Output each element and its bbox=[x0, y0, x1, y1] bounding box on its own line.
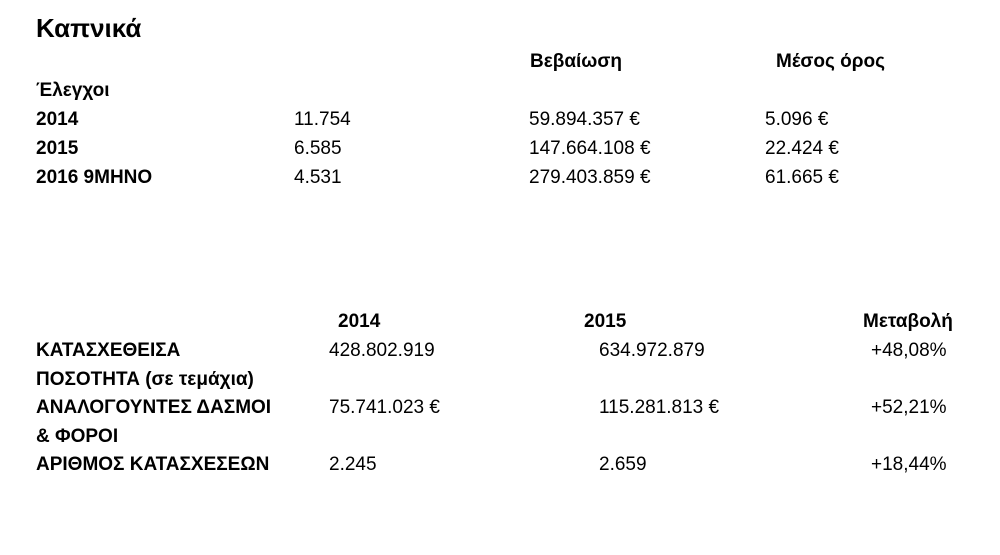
row-2014-value: 75.741.023 € bbox=[329, 397, 440, 418]
row-year: 2014 bbox=[36, 109, 79, 130]
page-title: Καπνικά bbox=[36, 13, 142, 43]
row-change-value: +18,44% bbox=[871, 454, 947, 475]
row-2015-value: 2.659 bbox=[599, 454, 647, 475]
row-label-line2: ΠΟΣΟΤΗΤΑ (σε τεμάχια) bbox=[36, 369, 254, 390]
header-2014: 2014 bbox=[338, 311, 381, 332]
section-label-checks: Έλεγχοι bbox=[36, 80, 110, 101]
row-2014-value: 428.802.919 bbox=[329, 340, 435, 361]
row-change-value: +48,08% bbox=[871, 340, 947, 361]
row-2014-value: 2.245 bbox=[329, 454, 377, 475]
row-confirmation: 147.664.108 € bbox=[529, 138, 651, 159]
row-label: ΑΡΙΘΜΟΣ ΚΑΤΑΣΧΕΣΕΩΝ bbox=[36, 454, 270, 475]
row-year: 2016 9ΜΗΝΟ bbox=[36, 167, 153, 188]
row-confirmation: 59.894.357 € bbox=[529, 109, 640, 130]
row-change-value: +52,21% bbox=[871, 397, 947, 418]
row-2015-value: 634.972.879 bbox=[599, 340, 705, 361]
row-checks: 4.531 bbox=[294, 167, 342, 188]
row-label: ΑΝΑΛΟΓΟΥΝΤΕΣ ΔΑΣΜΟΙ bbox=[36, 397, 272, 418]
row-checks: 11.754 bbox=[294, 109, 351, 130]
row-checks: 6.585 bbox=[294, 138, 342, 159]
row-label-line2: & ΦΟΡΟΙ bbox=[36, 426, 119, 447]
header-2015: 2015 bbox=[584, 311, 627, 332]
row-average: 22.424 € bbox=[765, 138, 839, 159]
row-confirmation: 279.403.859 € bbox=[529, 167, 651, 188]
row-label: ΚΑΤΑΣΧΕΘΕΙΣΑ bbox=[36, 340, 181, 361]
header-confirmation: Βεβαίωση bbox=[530, 51, 622, 72]
header-change: Μεταβολή bbox=[863, 311, 953, 332]
row-average: 61.665 € bbox=[765, 167, 839, 188]
row-year: 2015 bbox=[36, 138, 79, 159]
header-average: Μέσος όρος bbox=[776, 51, 886, 72]
row-2015-value: 115.281.813 € bbox=[599, 397, 720, 418]
row-average: 5.096 € bbox=[765, 109, 829, 130]
